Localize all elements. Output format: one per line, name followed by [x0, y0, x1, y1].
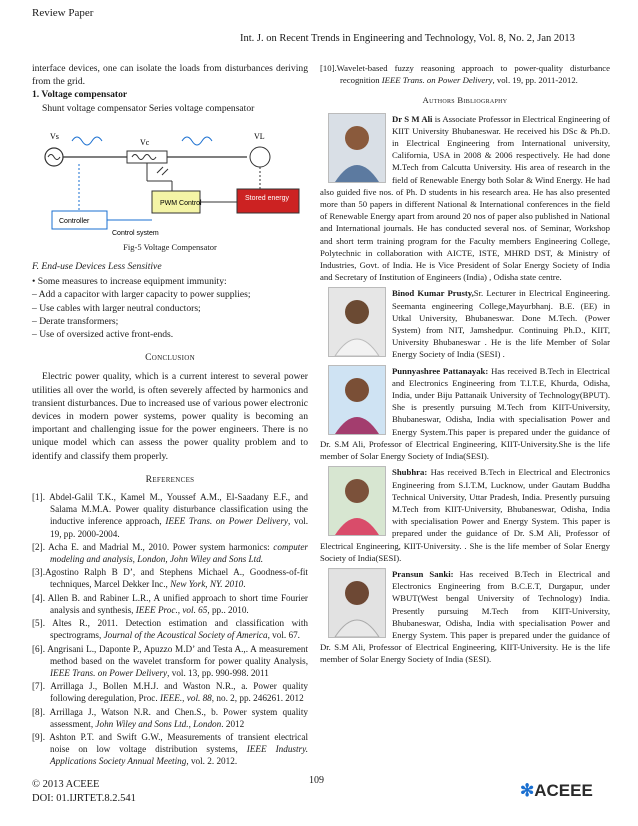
figure-caption: Fig-5 Voltage Compensator	[123, 241, 217, 252]
svg-text:PWM Control: PWM Control	[160, 199, 202, 207]
author-bio-text: Has received B.Tech in Electrical and Electronics Engineering from S.I.T.M, Lucknow, under Gautam Buddha Technical University, Uttar Pradesh, India. Presently pursuing M.Tech from KIIT-University, Bhubaneswar, Odisha, India with specialisation Power and Energy System. This paper is prepared under the guidance of Dr. S.M Ali, Professor of Electrical Engineering, KIIT-University. . She is the life member of Solar Energy Society of India(SESI).	[320, 467, 610, 563]
author-bio	[320, 568, 610, 666]
svg-text:Vs: Vs	[50, 131, 59, 141]
intro-paragraph: interface devices, one can isolate the loads from disturbances deriving from the grid.	[32, 63, 308, 88]
journal-type-label: Review Paper	[32, 7, 94, 19]
doi: DOI: 01.IJRTET.8.2.541	[32, 793, 136, 804]
footer-info	[32, 778, 136, 806]
reference-item: [10].Wavelet-based fuzzy reasoning approach to power-quality disturbance recognition IEEE Trans. on Power Delivery, vol. 19, pp. 2011-2012.	[320, 63, 610, 86]
author-bio	[320, 466, 610, 564]
svg-text:Controller: Controller	[59, 217, 90, 225]
conclusion-text: Electric power quality, which is a current interest to several power utilities all over the world, is often severely affected by harmonics and transient disturbances. Due to increased use of various power electronic devices in modern power systems, power quality is becoming an important and challenging issue for the power engineers. There is no unique model which can assess the power quality problem and to identify and classify them properly.	[32, 371, 308, 462]
references-list	[32, 491, 308, 767]
references-heading: References	[145, 473, 195, 485]
reference-item: [3].Agostino Ralph B D’, and Stephens Michael A., Goodness-of-fit techniques, Marcel Dekker Inc., New York, NY. 2010.	[32, 567, 308, 590]
reference-item: [2]. Acha E. and Madrial M., 2010. Power system harmonics: computer modeling and analysis, London, John Wiley and Sons Ltd.	[32, 541, 308, 565]
publisher-logo: ✻ACEEE	[520, 781, 593, 800]
author-name: Punnyashree Pattanayak:	[392, 365, 489, 376]
bullet-item: – Derate transformers;	[32, 315, 119, 327]
author-bio	[320, 287, 610, 360]
author-photo	[328, 568, 386, 638]
subsection-heading: 1. Voltage compensator	[32, 89, 128, 101]
author-photo	[328, 466, 386, 536]
author-bio	[320, 365, 610, 463]
author-photo	[328, 113, 386, 183]
bullet-item: – Use cables with larger neutral conductors;	[32, 302, 201, 314]
reference-item: [9]. Ashton P.T. and Swift G.W., Measurements of transient electrical noise on low voltage distribution systems, IEEE Industry. Applications Society Annual Meeting, vol. 2. 2012.	[32, 731, 308, 767]
author-name: Dr S M Ali	[392, 113, 433, 124]
author-bio-text: Has received B.Tech in Electrical and Electronics Engineering from T.I.T.E, Khurda, Odisha, India, under Biju Pattanaik University of Technology(BPUT). She is presently pursuing M.Tech from KIIT-University, Bhubaneswar, Odisha, India with specialisation Power and Energy System.This paper is prepared under the guidance of Dr. S.M Ali, Professor of Electrical Engineering, KIIT-University.She is the life member of Solar Energy Society of India(SESI).	[320, 365, 610, 462]
svg-text:Vc: Vc	[140, 137, 150, 147]
author-bio-text: is Associate Professor in Electrical Engineering of KIIT University Bhubaneswar. He received his DSc & Ph.D. in Electrical Engineering from International university, California, USA in 2008 & 2006 respectively. He had done M.Tech from Calcutta University. His area of research in the field of Renewable Energy both Solar & Wind Energy. He had also guided five nos. of Ph. D students in his research area. He has also presented more than 50 papers in different National & International conferences in the field of Renewable Energy apart from around 20 nos of paper also published in National and International journals. He has conducted several nos. of Seminar, Workshop and short term training program for the Faculty members Engineering College, Polytechnic in collaboration with AICTE, ISTE, MHRD DST, & Ministry of Industries, Govt. of India. He is Vice President of Solar Energy Society of India and Secretary of Institution of Engineers (India) , Odisha state centre.	[320, 113, 610, 283]
author-photo	[328, 287, 386, 357]
journal-citation: Int. J. on Recent Trends in Engineering and Technology, Vol. 8, No. 2, Jan 2013	[240, 33, 575, 44]
subsection-text: Shunt voltage compensator Series voltage compensator	[42, 102, 255, 114]
circuit-diagram	[32, 119, 308, 239]
svg-text:VL: VL	[254, 131, 265, 141]
page-number: 109	[309, 775, 324, 786]
author-name: Pransun Sanki:	[392, 568, 454, 579]
reference-item: [8]. Arrillaga J., Watson N.R. and Chen.S., b. Power system quality assessment, John Wiley and Sons Ltd., London. 2012	[32, 706, 308, 729]
svg-text:Control system: Control system	[112, 229, 159, 237]
conclusion-heading: Conclusion	[145, 352, 195, 364]
copyright: © 2013 ACEEE	[32, 779, 100, 790]
reference-item: [4]. Allen B. and Rabiner L.R., A unified approach to short time Fourier analysis and synthesis, IEEE Proc., vol. 65, pp.. 2010.	[32, 592, 308, 615]
logo-icon: ✻	[520, 781, 535, 800]
author-name: Binod Kumar Prusty,	[392, 288, 474, 299]
reference-item: [5]. Altes R., 2011. Detection estimation and classification with spectrograms, Journal of the Acoustical Society of America, vol. 67.	[32, 618, 308, 641]
section-f-heading: F. End-use Devices Less Sensitive	[32, 261, 162, 273]
author-bio-text: Has received B.Tech in Electrical and Electronics Engineering from B.C.E.T, Durgapur, under WBUT(West bengal University of Technology) India. Presently pursuing M.Tech from KIIT-University, Bhubaneswar, Odisha, India with specialisation Power and Energy System. This paper is prepared under the guidance of Dr. S.M Ali, Professor of Electrical Engineering, KIIT-University. He is the life member of Solar Energy Society of India (SESI).	[320, 568, 610, 665]
author-name: Shubhra:	[392, 467, 428, 478]
author-bio-text: Sr. Lecturer in Electrical Engineering. Seemanta engineering College,Mayurbhanj. B.E. (EE) in Utkal University, Bhubaneswar. Done M.Tech. (Power System) from NIT, Jamshedpur. Continuing Ph.D., KIIT, University Bhubaneswar . He is the life Member of Solar Energy Society of India (SESI) .	[392, 288, 610, 360]
voltage-compensator-figure	[32, 119, 308, 239]
bullet-item: – Use of oversized active front-ends.	[32, 329, 174, 341]
author-photo	[328, 365, 386, 435]
bibliography-heading: Authors Bibliography	[422, 95, 508, 106]
reference-item: [6]. Angrisani L., Daponte P., Apuzzo M.D’ and Testa A.,. A measurement method based on the wavelet transform for power quality Analysis, IEEE Trans. on Power Delivery, vol. 13, pp. 990-998. 2011	[32, 643, 308, 678]
bullet-item: • Some measures to increase equipment immunity:	[32, 276, 227, 288]
left-column	[32, 62, 308, 769]
reference-item: [7]. Arrillaga J., Bollen M.H.J. and Waston N.R., a. Power quality following deregulation, Proc. IEEE., vol. 88, no. 2, pp. 246261. 2012	[32, 681, 308, 704]
right-column	[320, 62, 610, 666]
reference-item: [1]. Abdel-Galil T.K., Kamel M., Youssef A.M., El-Saadany E.F., and Salama M.M.A. Power quality disturbance classification using the inductive inference approach, IEEE Trans. on Power Delivery, vol. 19, pp. 2000-2004.	[32, 492, 309, 539]
svg-text:Stored energy: Stored energy	[245, 194, 289, 202]
bullet-list	[32, 275, 308, 341]
author-bio	[320, 113, 610, 284]
bullet-item: – Add a capacitor with larger capacity to power supplies;	[32, 289, 251, 301]
